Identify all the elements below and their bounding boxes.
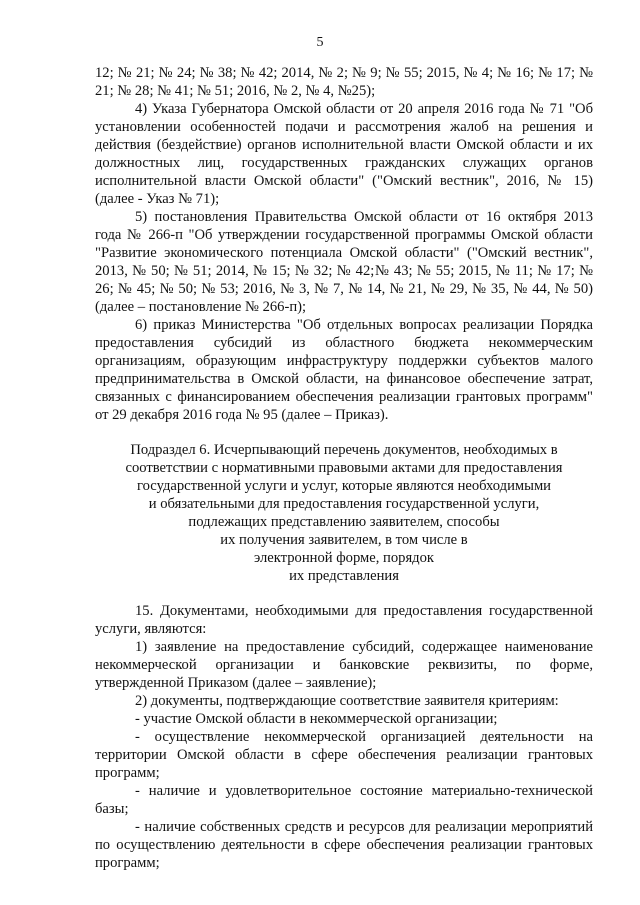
criteria-item: - осуществление некоммерческой организацией деятельности на территории Омской области в сфере обеспечения реализации грантовых программ; — [95, 729, 593, 781]
heading-line: электронной форме, порядок — [254, 550, 434, 566]
criteria-item: - участие Омской области в некоммерческой организации; — [135, 711, 498, 727]
document-body — [95, 64, 593, 872]
heading-line: подлежащих представлению заявителем, способы — [188, 514, 500, 530]
heading-line: и обязательными для предоставления государственной услуги, — [148, 496, 540, 512]
paragraph-item-5: 5) постановления Правительства Омской области от 16 октября 2013 года № 266-п "Об утверждении государственной программы Омской области "Развитие экономического потенциала Омской области" ("Омский вестник", 2013, № 50; № 51; 2014, № 15; № 32; № 42;№ 43; № 55; 2015, № 11; № 17; № 26; № 45; № 50; № 53; 2016, № 3, № 7, № 14, № 21, № 29, № 35, № 44, № 50) (далее – постановление № 266-п); — [95, 209, 593, 315]
heading-line: их представления — [289, 568, 399, 584]
paragraph-15: 15. Документами, необходимыми для предоставления государственной услуги, являются: — [95, 603, 593, 637]
heading-line: их получения заявителем, в том числе в — [220, 532, 468, 548]
heading-line: соответствии с нормативными правовыми актами для предоставления — [125, 460, 563, 476]
heading-line: Подраздел 6. Исчерпывающий перечень документов, необходимых в — [130, 442, 558, 458]
heading-line: государственной услуги и услуг, которые являются необходимыми — [137, 478, 551, 494]
paragraph-list-continuation: 12; № 21; № 24; № 38; № 42; 2014, № 2; № 9; № 55; 2015, № 4; № 16; № 17; № 21; № 28; № 41; № 51; 2016, № 2, № 4, №25); — [95, 65, 593, 99]
paragraph-15-item-1: 1) заявление на предоставление субсидий, содержащее наименование некоммерческой организации и банковские реквизиты, по форме, утвержденной Приказом (далее – заявление); — [95, 639, 593, 691]
subsection-heading — [95, 441, 593, 585]
page-number: 5 — [316, 35, 324, 50]
paragraph-item-6: 6) приказ Министерства "Об отдельных вопросах реализации Порядка предоставления субсидий из областного бюджета некоммерческим организациям, образующим инфраструктуру поддержки субъектов малого предпринимательства в Омской области, на финансовое обеспечение затрат, связанных с финансированием обеспечения реализации грантовых программ" от 29 декабря 2016 года № 95 (далее – Приказ). — [95, 317, 593, 423]
criteria-item: - наличие и удовлетворительное состояние материально-технической базы; — [95, 783, 593, 817]
paragraph-15-item-2: 2) документы, подтверждающие соответствие заявителя критериям: — [135, 693, 559, 709]
paragraph-item-4: 4) Указа Губернатора Омской области от 20 апреля 2016 года № 71 "Об установлении особенностей подачи и рассмотрения жалоб на решения и действия (бездействие) органов исполнительной власти Омской области и их должностных лиц, государственных гражданских служащих органов исполнительной власти Омской области" ("Омский вестник", 2016, № 15) (далее - Указ № 71); — [95, 101, 593, 207]
criteria-item: - наличие собственных средств и ресурсов для реализации мероприятий по осуществлению деятельности в сфере обеспечения реализации грантовых программ; — [95, 819, 593, 871]
